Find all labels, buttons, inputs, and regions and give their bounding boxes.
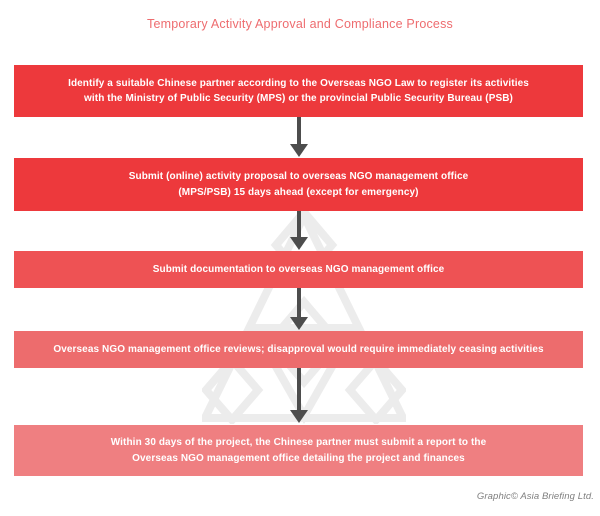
step-text-line: with the Ministry of Public Security (MPS) or the provincial Public Security Bureau (PSB) bbox=[84, 93, 513, 104]
page-title: Temporary Activity Approval and Compliance Process bbox=[147, 17, 453, 31]
process-step-3 bbox=[14, 251, 583, 288]
process-step-2 bbox=[14, 158, 583, 211]
step-text-line: (MPS/PSB) 15 days ahead (except for emergency) bbox=[178, 186, 419, 198]
flow-arrow-down-icon bbox=[290, 368, 308, 423]
process-step-1 bbox=[14, 65, 583, 117]
flow-arrow-down-icon bbox=[290, 288, 308, 330]
flow-arrow-down-icon bbox=[290, 211, 308, 250]
step-text-line: Identify a suitable Chinese partner according to the Overseas NGO Law to register its activities bbox=[68, 77, 529, 89]
step-text-line: Overseas NGO management office reviews; disapproval would require immediately ceasing activities bbox=[53, 343, 544, 355]
process-step-4 bbox=[14, 331, 583, 368]
graphic-credit: Graphic© Asia Briefing Ltd. bbox=[476, 491, 594, 502]
flow-arrow-down-icon bbox=[290, 117, 308, 157]
step-text-line: Within 30 days of the project, the Chinese partner must submit a report to the bbox=[110, 437, 487, 448]
step-text-line: Overseas NGO management office detailing the project and finances bbox=[132, 452, 465, 464]
process-step-5 bbox=[14, 425, 583, 476]
step-text-line: Submit (online) activity proposal to overseas NGO management office bbox=[128, 171, 469, 182]
step-text-line: Submit documentation to overseas NGO management office bbox=[152, 263, 445, 275]
